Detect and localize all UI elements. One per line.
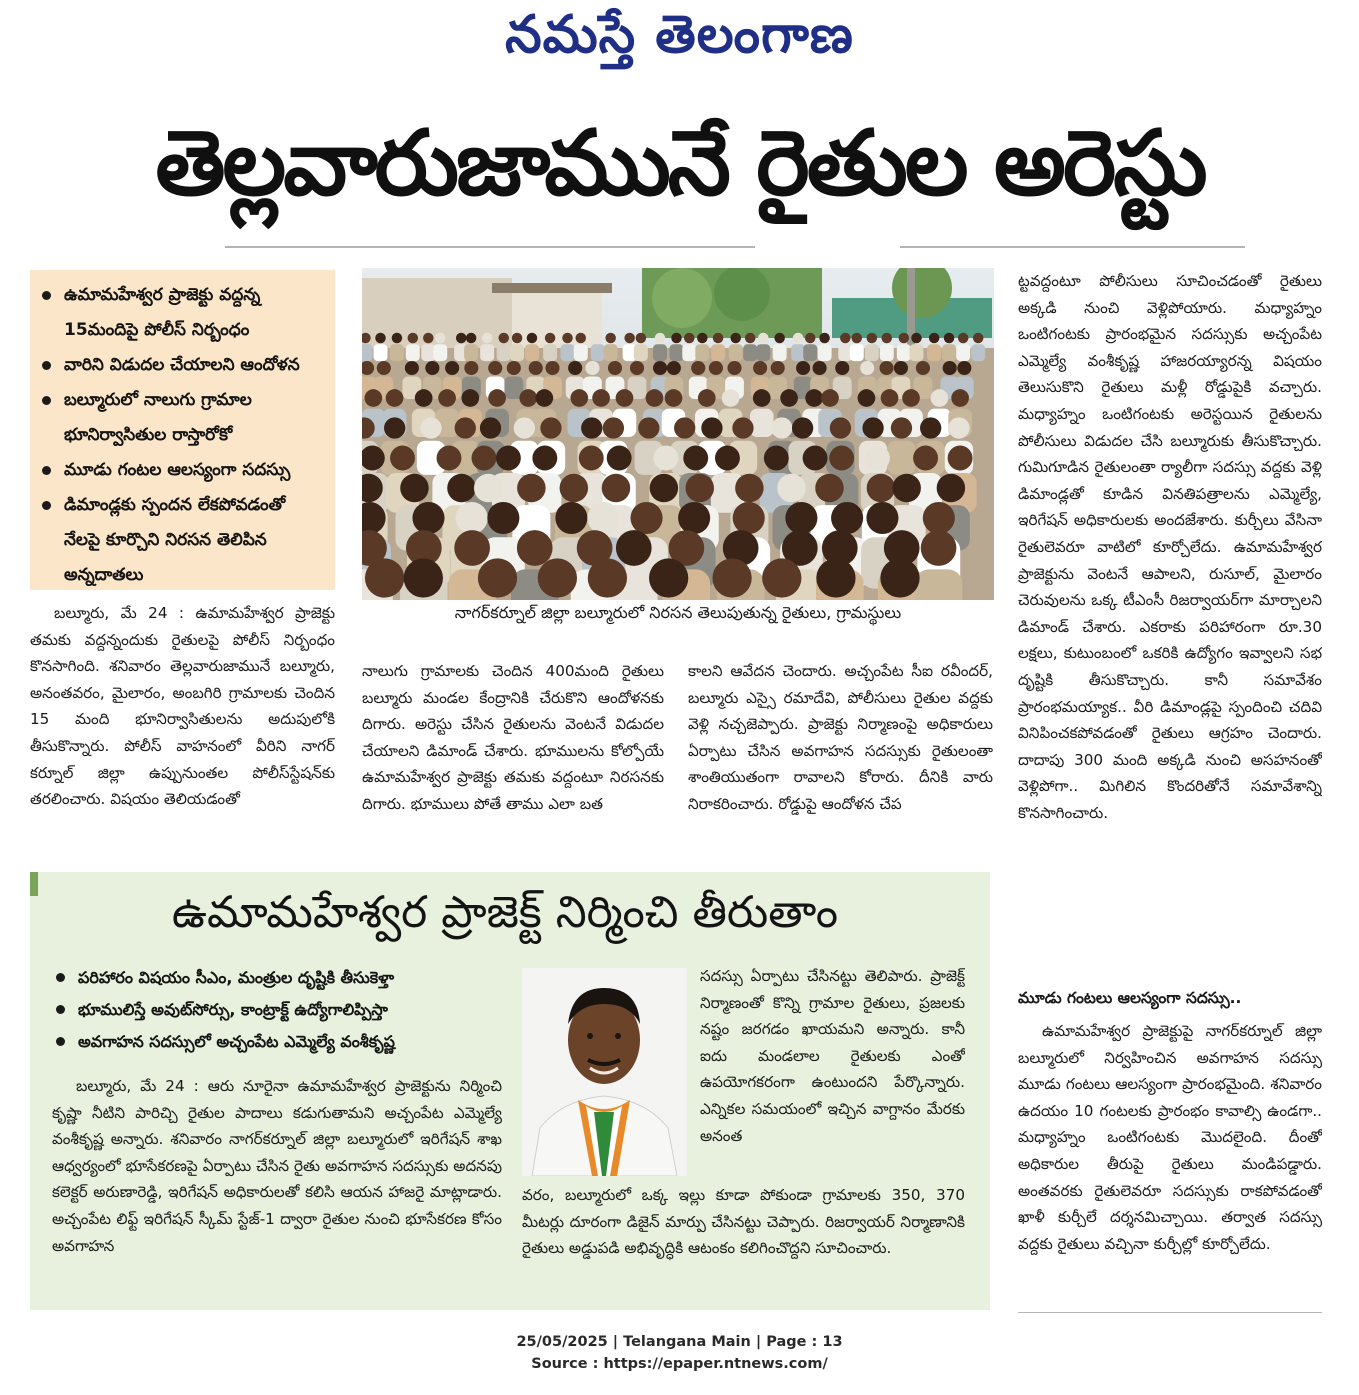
article-paragraph: బల్మూరు, మే 24 : ఆరు నూరైనా ఉమామహేశ్వర ప్రాజెక్టును నిర్మించి కృష్ణా నీటిని పారిచ్చి రైతుల పాదాలు కడుగుతామని అచ్చంపేట ఎమ్మెల్యే వంశీకృష్ణ అన్నారు. శనివారం నాగర్‌కర్నూల్ జిల్లా బల్మూరులో ఇరిగేషన్ శాఖ ఆధ్వర్యంలో భూసేకరణపై ఏర్పాటు చేసిన రైతు అవగాహన సదస్సుకు అదనపు కలెక్టర్ అరుణారెడ్డి, ఇరిగేషన్ అధికారులతో కలిసి ఆయన హాజరై మాట్లాడారు. అచ్చంపేట లిఫ్ట్ ఇరిగేషన్ స్కీమ్ స్టేజ్-1 ద్వారా రైతుల నుంచి భూసేకరణ కోసం అవగాహన (52, 1077, 502, 1255)
bullet-icon (42, 466, 51, 475)
article-paragraph: ఉమామహేశ్వర ప్రాజెక్టుపై నాగర్‌కర్నూల్ జిల్లా బల్మూరులో నిర్వహించిన అవగాహన సదస్సు మూడు గంటలు ఆలస్యంగా ప్రారంభమైంది. శనివారం ఉదయం 10 గంటలకు ప్రారంభం కావాల్సి ఉండగా.. మధ్యాహ్నం ఒంటిగంటకు మొదలైంది. దీంతో అధికారుల తీరుపై రైతులు మండిపడ్డారు. అంతవరకు రైతులెవరూ సదస్సుకు రాకపోవడంతో ఖాళీ కుర్చీలే దర్శనమిచ్చాయి. తర్వాత సదస్సు వద్దకు రైతులు వచ్చినా కుర్చీల్లో కూర్చోలేదు. (1018, 1022, 1322, 1253)
article-paragraph: నాలుగు గ్రామాలకు చెందిన 400మంది రైతులు బల్మూరు మండల కేంద్రానికి చేరుకొని ఆందోళనకు దిగారు. అరెస్టు చేసిన రైతులను వెంటనే విడుదల చేయాలని డిమాండ్ చేశారు. భూములను కోల్పోయే ఉమామహేశ్వర ప్రాజెక్టు తమకు వద్దంటూ నిరసనకు దిగారు. భూములు పోతే తాము ఎలా బత (362, 662, 664, 813)
article-paragraph: కాలని ఆవేదన చెందారు. అచ్చంపేట సీఐ రవీందర్, బల్మూరు ఎస్సై రమాదేవి, పోలీసులు రైతుల వద్దకు వెళ్లి నచ్చజెప్పారు. ప్రాజెక్టు నిర్మాణంపై అధికారులు ఏర్పాటు చేసిన అవగాహన సదస్సుకు రైతులంతా శాంతియుతంగా రావాలని కోరారు. దీనికి వారు నిరాకరించారు. రోడ్డుపై ఆందోళన చేప (688, 662, 993, 813)
column-subheading: మూడు గంటలు ఆలస్యంగా సదస్సు.. (1018, 989, 1242, 1007)
headline-rule-left (225, 246, 755, 248)
footer-source: Source : https://epaper.ntnews.com/ (531, 1356, 828, 1372)
bullet-icon (56, 973, 65, 982)
sub-article-highlights (52, 962, 502, 1058)
sub-highlight-item: పరిహారం విషయం సీఎం, మంత్రుల దృష్టికి తీసుకెళ్తా (52, 962, 502, 994)
headline-rule-right (900, 246, 1245, 248)
article-paragraph: ట్టవద్దంటూ పోలీసులు సూచించడంతో రైతులు అక్కడి నుంచి వెళ్లిపోయారు. మధ్యాహ్నం ఒంటిగంటకు ప్రారంభమైన సదస్సుకు అచ్చంపేట ఎమ్మెల్యే వంశీకృష్ణ హాజరయ్యారన్న విషయం తెలుసుకొని రైతులు మళ్లీ రోడ్డుపైకి వచ్చారు. మధ్యాహ్నం ఒంటిగంటకు అరెస్టయిన రైతులను పోలీసులు విడుదల చేసి బల్మూరుకు తీసుకొచ్చారు. గుమిగూడిన రైతులంతా ర్యాలీగా సదస్సు వద్దకు వెళ్లి డిమాండ్లతో కూడిన వినతిపత్రాలను ఎమ్మెల్యే, ఇరిగేషన్ అధికారులకు అందజేశారు. కుర్చీలు వేసినా రైతులెవరూ వాటిలో కూర్చోలేదు. ఉమామహేశ్వర ప్రాజెక్టును వెంటనే ఆపాలని, రుసూల్, మైలారం చెరువులను ఒక్క టీఎంసీ రిజర్వాయర్‌గా మార్చాలని డిమాండ్ చేశారు. ఎకరాకు పరిహారంగా రూ.30 లక్షలు, కుటుంబంలో ఒకరికి ఉద్యోగం ఇవ్వాలని సభ దృష్టికి తీసుకొచ్చారు. కానీ సమావేశం ప్రారంభమయ్యాక.. వీరి డిమాండ్లపై స్పందించి చదివి వినిపించకపోవడంతో రైతులు ఆగ్రహం చెందారు. దాదాపు 300 మంది అక్కడి నుంచి అసహనంతో వెళ్లిపోగా.. మిగిలిన కొందరితోనే సమావేశాన్ని కొనసాగించారు. (1018, 272, 1322, 822)
article-column-1 (30, 600, 335, 845)
sub-article-body-right-top (700, 963, 965, 1181)
column-rule (1018, 1312, 1322, 1313)
bullet-icon (42, 396, 51, 405)
sub-highlight-item: భూములిస్తే అవుట్‌సోర్సు, కాంట్రాక్ట్ ఉద్యోగాలిప్పిస్తా (52, 994, 502, 1026)
mla-portrait (522, 968, 687, 1176)
highlight-item: ఉమామహేశ్వర ప్రాజెక్టు వద్దన్న 15మందిపై పోలీస్ నిర్బంధం (40, 278, 325, 348)
highlight-item: బల్మూరులో నాలుగు గ్రామాల భూనిర్వాసితుల రాస్తారోకో (40, 383, 325, 453)
highlights-box (30, 270, 335, 590)
article-column-3 (688, 658, 993, 848)
article-column-4-continued (1018, 1018, 1322, 1296)
bullet-icon (56, 1005, 65, 1014)
highlight-item: వారిని విడుదల చేయాలని ఆందోళన (40, 348, 325, 383)
bullet-icon (42, 361, 51, 370)
highlight-item: డిమాండ్లకు స్పందన లేకపోవడంతో నేలపై కూర్చొని నిరసన తెలిపిన అన్నదాతలు (40, 488, 325, 593)
article-paragraph: వరం, బల్మూరులో ఒక్క ఇల్లు కూడా పోకుండా గ్రామాలకు 350, 370 మీటర్లు దూరంగా డిజైన్ మార్పు చేసినట్టు చెప్పారు. రిజర్వాయర్ నిర్మాణానికి రైతులు అడ్డుపడి అభివృద్ధికి ఆటంకం కలిగించొద్దని సూచించారు. (522, 1186, 965, 1258)
bullet-icon (42, 501, 51, 510)
article-column-4 (1018, 268, 1322, 960)
masthead-logo: నమస్తే తెలంగాణ (505, 4, 854, 65)
headline: తెల్లవారుజామునే రైతుల అరెస్టు (155, 111, 1205, 216)
highlight-item: మూడు గంటల ఆలస్యంగా సదస్సు (40, 453, 325, 488)
footer-page-info: 25/05/2025 | Telangana Main | Page : 13 (516, 1334, 843, 1350)
crowd-illustration (362, 268, 994, 600)
sub-article-body-left (52, 1073, 502, 1291)
article-column-2 (362, 658, 664, 848)
sub-article-body-right-bottom (522, 1182, 965, 1292)
accent-bar (30, 872, 38, 896)
bullet-icon (56, 1037, 65, 1046)
protest-photo (362, 268, 994, 600)
bullet-icon (42, 291, 51, 300)
article-paragraph: బల్మూరు, మే 24 : ఉమామహేశ్వర ప్రాజెక్టు తమకు వద్దన్నందుకు రైతులపై పోలీస్ నిర్బంధం కొనసాగింది. శనివారం తెల్లవారుజామునే బల్మూరు, అనంతవరం, మైలారం, అంబగిరి గ్రామాలకు చెందిన 15 మంది భూనిర్వాసితులను అదుపులోకి తీసుకొన్నారు. పోలీస్ వాహనంలో వీరిని నాగర్ కర్నూల్ జిల్లా ఉప్పునుంతల పోలీస్‌స్టేషన్‌కు తరలించారు. విషయం తెలియడంతో (30, 604, 335, 809)
sub-article-headline: ఉమామహేశ్వర ప్రాజెక్ట్ నిర్మించి తీరుతాం (171, 887, 839, 938)
sub-highlight-item: అవగాహన సదస్సులో అచ్చంపేట ఎమ్మెల్యే వంశీకృష్ణ (52, 1026, 502, 1058)
photo-caption: నాగర్‌కర్నూల్ జిల్లా బల్మూరులో నిరసన తెలుపుతున్న రైతులు, గ్రామస్థులు (454, 603, 902, 622)
person-photo-icon (522, 968, 687, 1176)
article-paragraph: సదస్సు ఏర్పాటు చేసినట్టు తెలిపారు. ప్రాజెక్ట్ నిర్మాణంతో కొన్ని గ్రామాల రైతులు, ప్రజలకు నష్టం జరగడం ఖాయమని అన్నారు. కానీ ఐదు మండలాల రైతులకు ఎంతో ఉపయోగకరంగా ఉంటుందని పేర్కొన్నారు. ఎన్నికల సమయంలో ఇచ్చిన వాగ్దానం మేరకు అనంత (700, 967, 965, 1145)
